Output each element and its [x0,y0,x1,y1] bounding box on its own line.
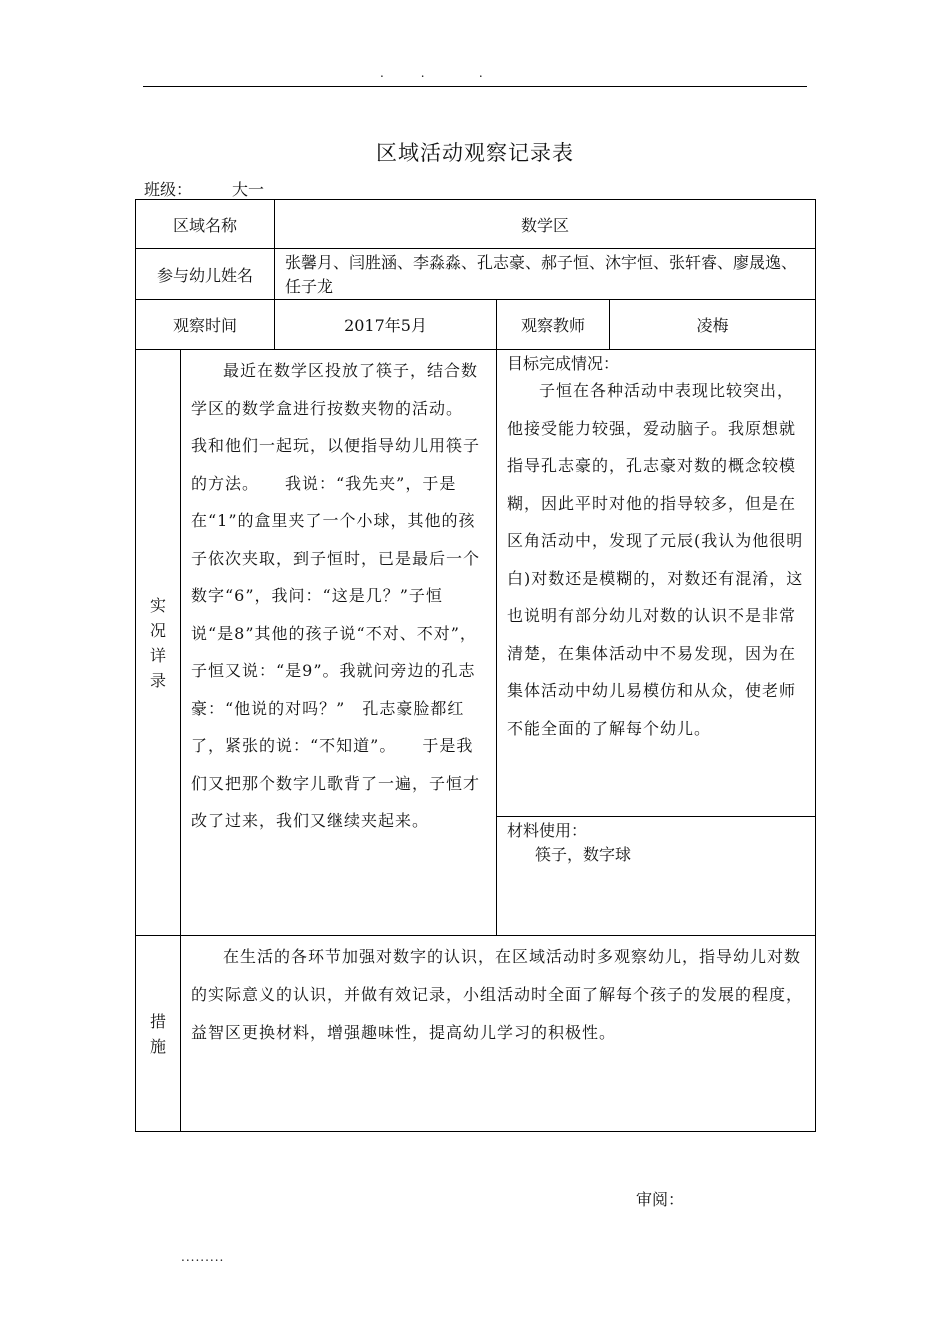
material-title: 材料使用： [507,821,588,840]
names-label: 参与幼儿姓名 [136,249,275,300]
material-cell [497,817,816,936]
header-rule [143,86,807,87]
names-value: 张馨月、闫胜涵、李淼淼、孔志豪、郝子恒、沐宇恒、张轩睿、廖晟逸、任子龙 [275,249,816,300]
measures-label [136,936,181,1132]
goal-text: 子恒在各种活动中表现比较突出，他接受能力较强，爱动脑子。我原想就指导孔志豪的，孔志豪对数的概念较模糊，因此平时对他的指导较多，但是在区角活动中，发现了元辰(我认为他很明白)对数还是模糊的，对数还有混淆，这也说明有部分幼儿对数的认识不是非常清楚，在集体活动中不易发现，因为在集体活动中幼儿易模仿和从众，使老师不能全面的了解每个幼儿。 [507,381,804,738]
detail-label [136,350,181,936]
header-dots: . . . [380,66,485,80]
page-title: 区域活动观察记录表 [376,141,574,165]
time-label: 观察时间 [136,300,275,350]
time-value: 2017年5月 [275,300,497,350]
observation-table [135,199,816,1132]
goal-title: 目标完成情况： [507,354,620,373]
class-label: 班级： [144,180,193,199]
measures-label-text: 措施 [150,1011,167,1056]
area-label: 区域名称 [136,200,275,249]
goal-cell [497,350,816,817]
teacher-label: 观察教师 [497,300,610,350]
teacher-value: 凌梅 [610,300,816,350]
class-value: 大一 [192,181,332,200]
detail-text: 最近在数学区投放了筷子，结合数学区的数学盒进行按数夹物的活动。 我和他们一起玩，以便指导幼儿用筷子的方法。 我说：“我先夹”，于是在“1”的盒里夹了一个小球，其他的孩子依次夹取，到子恒时，已是最后一个数字“6”，我问：“这是几？”子恒说“是8”其他的孩子说“不对、不对”， 子恒又说：“是9”。我就问旁边的孔志豪：“他说的对吗？” 孔志豪脸都红了，紧张的说：“不知道”。 于是我们又把那个数字儿歌背了一遍，子恒才改了过来，我们又继续夹起来。 [181,350,497,936]
material-text: 筷子，数字球 [535,845,632,864]
area-value: 数学区 [275,200,816,249]
measures-text: 在生活的各环节加强对数字的认识，在区域活动时多观察幼儿，指导幼儿对数的实际意义的认识，并做有效记录，小组活动时全面了解每个孩子的发展的程度，益智区更换材料，增强趣味性，提高幼儿学习的积极性。 [181,936,816,1132]
detail-label-text: 实况详录 [150,595,167,690]
review-label: 审阅： [636,1190,685,1209]
class-row [144,177,332,200]
footer-dots: ......... [181,1250,225,1264]
